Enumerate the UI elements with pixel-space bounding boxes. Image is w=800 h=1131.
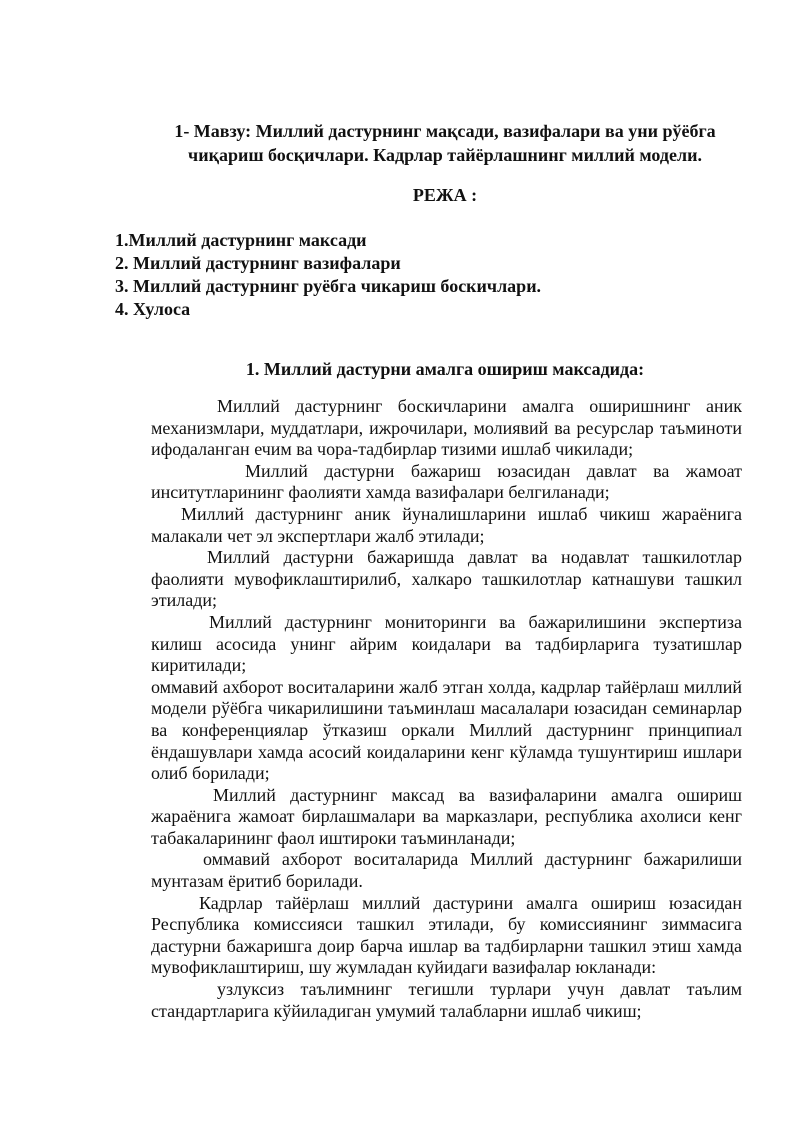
- plan-item: 1.Миллий дастурнинг максади: [115, 230, 367, 250]
- paragraph: Миллий дастурнинг максад ва вазифаларини амалга ошириш жараёнига жамоат бирлашмалари ва марказлари, республика ахолиси кенг табакаларининг фаол иштироки таъминланади;: [151, 784, 742, 848]
- plan-item: 2. Миллий дастурнинг вазифалари: [115, 253, 401, 273]
- paragraph: Кадрлар тайёрлаш миллий дастурини амалга ошириш юзасидан Республика комиссияси ташкил этилади, бу комиссиянинг зиммасига дастурни бажаришга доир барча ишлар ва тадбирларни ташкил этиш хамда мувофиклаштириш, шу жумладан куйидаги вазифалар юкланади:: [151, 892, 742, 978]
- paragraph: Миллий дастурнинг аник йуналишларини ишлаб чикиш жараёнига малакали чет эл экспертлари жалб этилади;: [151, 503, 742, 546]
- paragraph: Миллий дастурнинг мониторинги ва бажарилишини экспертиза килиш асосида унинг айрим коидалари ва тадбирларига тузатишлар киритилади;: [151, 611, 742, 676]
- body-text: [151, 396, 742, 1022]
- plan-list: [115, 229, 541, 321]
- paragraph: Миллий дастурнинг боскичларини амалга оширишнинг аник механизмлари, муддатлари, ижрочилари, молиявий ва ресурслар таъминоти ифодаланган ечим ва чора-тадбирлар тизими ишлаб чикилади;: [151, 396, 742, 460]
- paragraph: оммавий ахборот воситаларини жалб этган холда, кадрлар тайёрлаш миллий модели рўёбга чикарилишини таъминлаш масалалари юзасидан семинарлар ва конференциялар ўтказиш оркали Миллий дастурнинг принципиал ёндашувлари хамда асосий коидаларини кенг кўламда тушунтириш ишлари олиб борилади;: [151, 676, 742, 784]
- paragraph: Миллий дастурни бажаришда давлат ва нодавлат ташкилотлар фаолияти мувофиклаштирилиб, халкаро ташкилотлар катнашуви ташкил этилади;: [151, 547, 742, 611]
- paragraph: оммавий ахборот воситаларида Миллий дастурнинг бажарилиши мунтазам ёритиб борилади.: [151, 849, 742, 892]
- title-line-2: чиқариш босқичлари. Кадрлар тайёрлашнинг миллий модели.: [188, 145, 702, 165]
- plan-item: 4. Хулоса: [115, 299, 191, 319]
- title-line-1: 1- Мавзу: Миллий дастурнинг мақсади, вазифалари ва уни рўёбга: [174, 121, 716, 141]
- paragraph: узлуксиз таълимнинг тегишли турлари учун давлат таълим стандартларига кўйиладиган умумий талабларни ишлаб чикиш;: [151, 979, 742, 1021]
- plan-item: 3. Миллий дастурнинг руёбга чикариш боскичлари.: [115, 276, 542, 296]
- section-heading: 1. Миллий дастурни амалга ошириш максадида:: [245, 359, 645, 379]
- paragraph: Миллий дастурни бажариш юзасидан давлат ва жамоат инситутларининг фаолияти хамда вазифалари белгиланади;: [151, 460, 742, 503]
- plan-heading: РЕЖА :: [412, 185, 478, 205]
- document-title: [150, 119, 740, 167]
